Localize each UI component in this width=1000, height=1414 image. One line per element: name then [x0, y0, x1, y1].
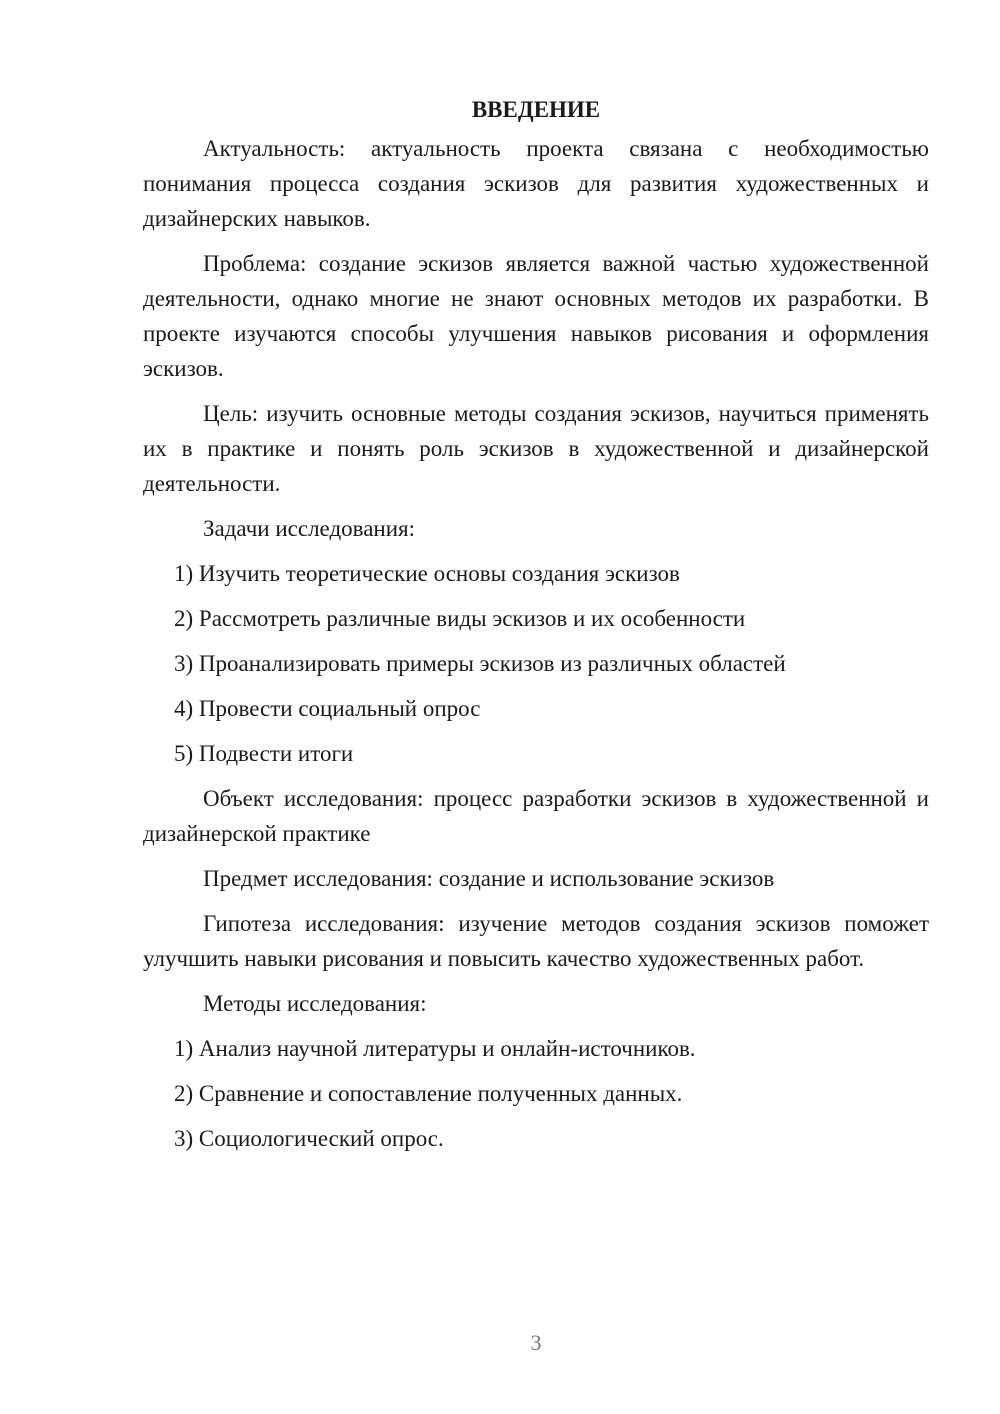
list-item: 3) Проанализировать примеры эскизов из различных областей — [174, 651, 786, 676]
document-page — [143, 92, 929, 1166]
paragraph-object: Объект исследования: процесс разработки эскизов в художественной и дизайнерской практике — [143, 786, 929, 846]
paragraph-hypothesis: Гипотеза исследования: изучение методов создания эскизов поможет улучшить навыки рисования и повысить качество художественных работ. — [143, 911, 929, 971]
list-item: 1) Анализ научной литературы и онлайн-источников. — [174, 1036, 696, 1061]
paragraph-goal: Цель: изучить основные методы создания эскизов, научиться применять их в практике и понять роль эскизов в художественной и дизайнерской деятельности. — [143, 401, 929, 496]
methods-heading: Методы исследования: — [203, 991, 427, 1016]
paragraph-subject: Предмет исследования: создание и использование эскизов — [203, 866, 775, 891]
tasks-list — [143, 556, 929, 771]
page-number: 3 — [530, 1330, 542, 1355]
list-item: 4) Провести социальный опрос — [174, 696, 481, 721]
paragraph-problem: Проблема: создание эскизов является важной частью художественной деятельности, однако многие не знают основных методов их разработки. В проекте изучаются способы улучшения навыков рисования и оформления эскизов. — [143, 251, 929, 381]
list-item: 5) Подвести итоги — [174, 741, 354, 766]
list-item: 2) Рассмотреть различные виды эскизов и их особенности — [174, 606, 746, 631]
list-item: 3) Социологический опрос. — [174, 1126, 444, 1151]
tasks-heading: Задачи исследования: — [203, 516, 416, 541]
paragraph-relevance: Актуальность: актуальность проекта связана с необходимостью понимания процесса создания эскизов для развития художественных и дизайнерских навыков. — [143, 136, 929, 231]
methods-list — [143, 1031, 929, 1156]
page-title: ВВЕДЕНИЕ — [471, 97, 601, 122]
list-item: 2) Сравнение и сопоставление полученных данных. — [174, 1081, 683, 1106]
list-item: 1) Изучить теоретические основы создания эскизов — [174, 561, 680, 586]
